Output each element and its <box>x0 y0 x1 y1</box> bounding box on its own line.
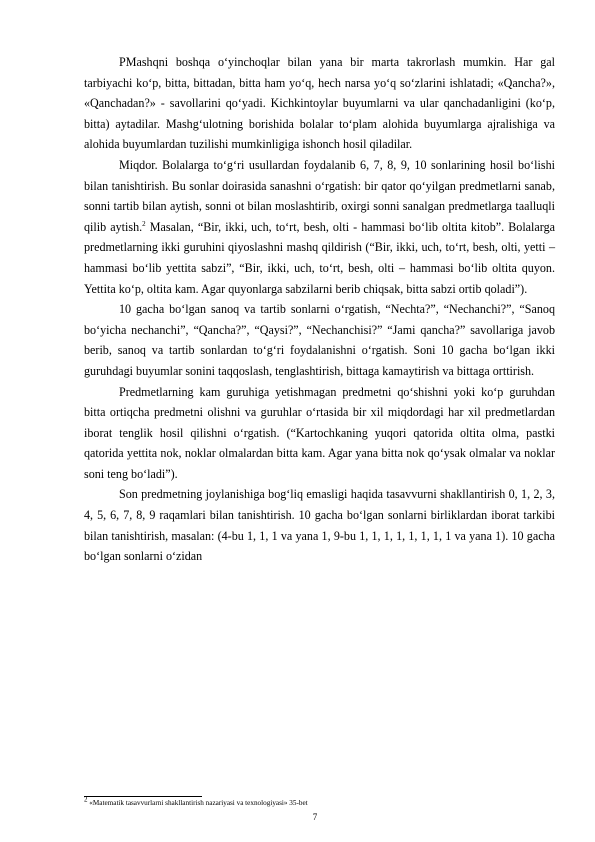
footnote-marker: 2 <box>84 795 88 804</box>
footnote-reference[interactable]: 2 <box>142 219 146 228</box>
paragraph-3: 10 gacha bo‘lgan sanoq va tartib sonlarni o‘rgatish, “Nechta?”, “Nechanchi?”, “Sanoq bo‘yicha nechanchi”, “Qancha?”, “Qaysi?”, “Nechanchisi?” “Jami qancha?” savollariga javob berib, sanoq va tartib sonlardan to‘g‘ri foydalanishni o‘rgatish. Soni 10 gacha bo‘lgan ikki guruhdagi buyumlar sonini taqqoslash, tenglashtirish, bittaga kamaytirish va bittaga orttirish. <box>84 302 555 378</box>
page-number: 7 <box>312 812 318 822</box>
paragraph-1: PMashqni boshqa o‘yinchoqlar bilan yana bir marta takrorlash mumkin. Har gal tarbiyachi ko‘p, bitta, bittadan, bitta ham yo‘q, hech narsa yo‘q so‘zlarini ishlatadi; «Qancha?», «Qanchadan?» - savollarini qo‘yadi. Kichkintoylar buyumlarni va ular qanchadanligini (ko‘p, bitta) aytadilar. Mashg‘ulotning borishida bolalar to‘plam alohida buyumlarga ajralishiga va alohida buyumlardan tuzilishi mumkinligiga ishonch hosil qiladilar. <box>84 55 555 152</box>
footnote-text: «Matematik tasavvurlarni shakllantirish nazariyasi va texnologiyasi» 35-bet <box>87 799 308 807</box>
footnote-divider <box>84 796 202 797</box>
paragraph-2-text-before: Miqdor. Bolalarga to‘g‘ri usullardan foydalanib 6, 7, 8, 9, 10 sonlarining hosil bo‘lishi bilan tanishtirish. Bu sonlar doirasida sanashni o‘rgatish: bir qator qo‘yilgan predmetlarni sanab, sonni tartib bilan aytish, sonni ot bilan moslashtirib, oxirgi sonni sanalgan predmetlarga taalluqli qilib aytish. <box>84 157 555 234</box>
document-body <box>84 52 555 567</box>
paragraph-2-text-after: Masalan, “Bir, ikki, uch, to‘rt, besh, olti - hammasi bo‘lib oltita kitob”. Bolalarga predmetlarning ikki guruhini qiyoslashni mashq qildirish (“Bir, ikki, uch, to‘rt, besh, olti, yetti – hammasi bo‘lib yettita sabzi”, “Bir, ikki, uch, to‘rt, besh, olti – hammasi bo‘lib oltita quyon. Yettita ko‘p, oltita kam. Agar quyonlarga sabzilarni berib chiqsak, bitta sabzi ortib qoladi”). <box>84 219 556 296</box>
paragraph-2 <box>84 155 555 299</box>
footnote <box>84 795 555 808</box>
paragraph-5: Son predmetning joylanishiga bog‘liq emasligi haqida tasavvurni shakllantirish 0, 1, 2, 3, 4, 5, 6, 7, 8, 9 raqamlari bilan tanishtirish. 10 gacha bo‘lgan sonlarni birliklardan iborat tarkibi bilan tanishtirish, masalan: (4-bu 1, 1, 1 va yana 1, 9-bu 1, 1, 1, 1, 1, 1, 1, 1 va yana 1). 10 gacha bo‘lgan sonlarni o‘zidan <box>84 487 555 564</box>
paragraph-4: Predmetlarning kam guruhiga yetishmagan predmetni qo‘shishni yoki ko‘p guruhdan bitta ortiqcha predmetni olishni va guruhlar o‘rtasida bir xil miqdordagi har xil predmetlardan iborat tenglik hosil qilishni o‘rgatish. (“Kartochkaning yuqori qatorida oltita olma, pastki qatorida yettita nok, noklar olmalardan bitta kam. Agar yana bitta nok qo‘ysak olmalar va noklar soni teng bo‘ladi”). <box>84 384 555 481</box>
